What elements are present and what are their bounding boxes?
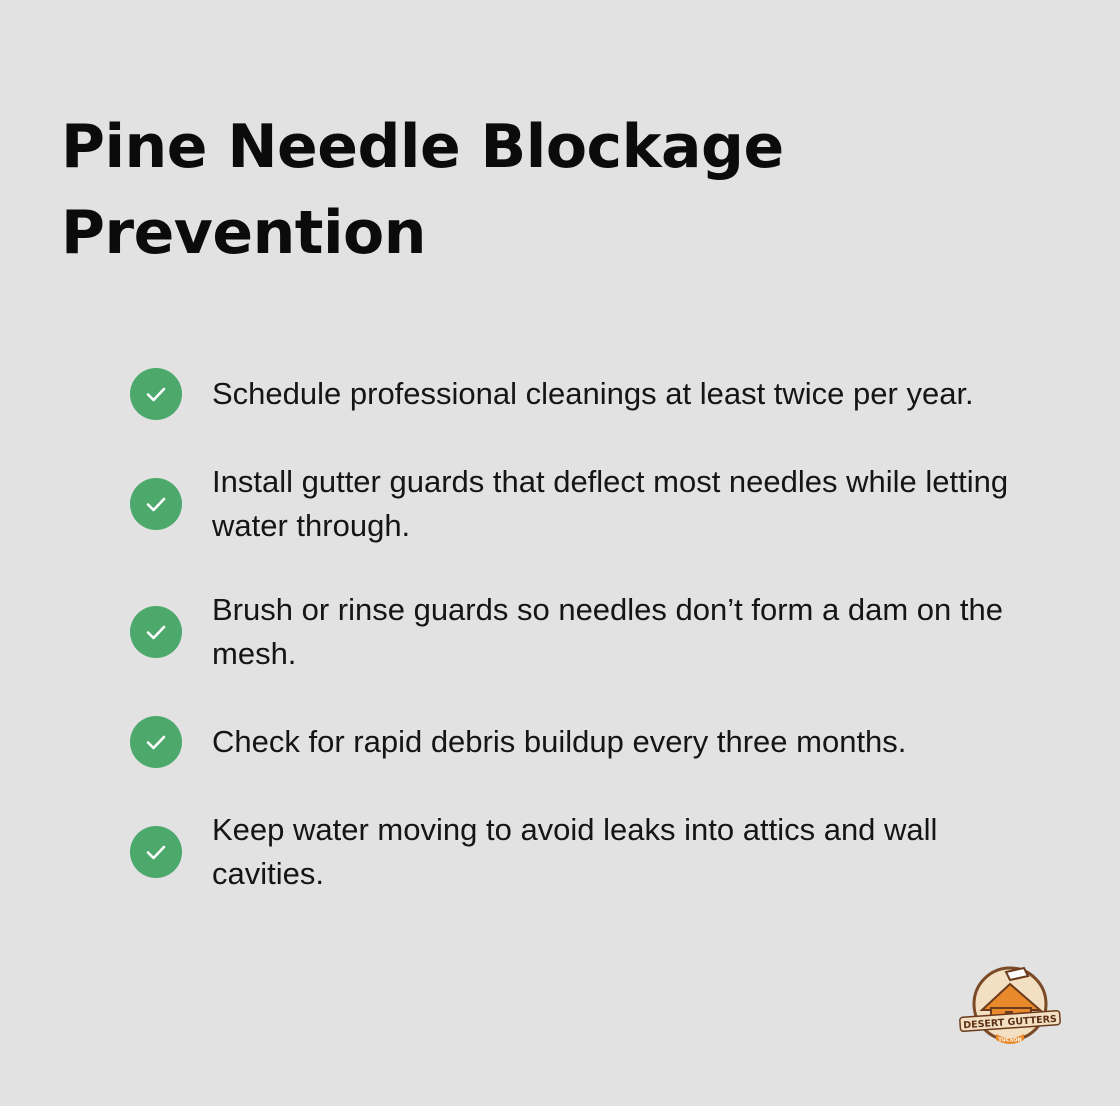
check-icon xyxy=(130,826,182,878)
desert-gutters-logo xyxy=(958,962,1062,1050)
checklist-item-text: Brush or rinse guards so needles don’t form a dam on the mesh. xyxy=(212,592,1003,671)
checklist-item-text: Check for rapid debris buildup every three months. xyxy=(212,724,907,759)
check-icon xyxy=(130,606,182,658)
check-icon xyxy=(130,478,182,530)
checklist-item-text: Keep water moving to avoid leaks into attics and wall cavities. xyxy=(212,812,938,891)
checklist-item-text: Install gutter guards that deflect most needles while letting water through. xyxy=(212,464,1009,543)
check-icon xyxy=(130,368,182,420)
page-title: Pine Needle Blockage Prevention xyxy=(61,112,784,268)
checklist-item-text: Schedule professional cleanings at least twice per year. xyxy=(212,376,974,411)
logo-subtext: TUCSON xyxy=(998,1037,1022,1044)
check-icon xyxy=(130,716,182,768)
logo-name: DESERT GUTTERS xyxy=(962,1013,1058,1032)
